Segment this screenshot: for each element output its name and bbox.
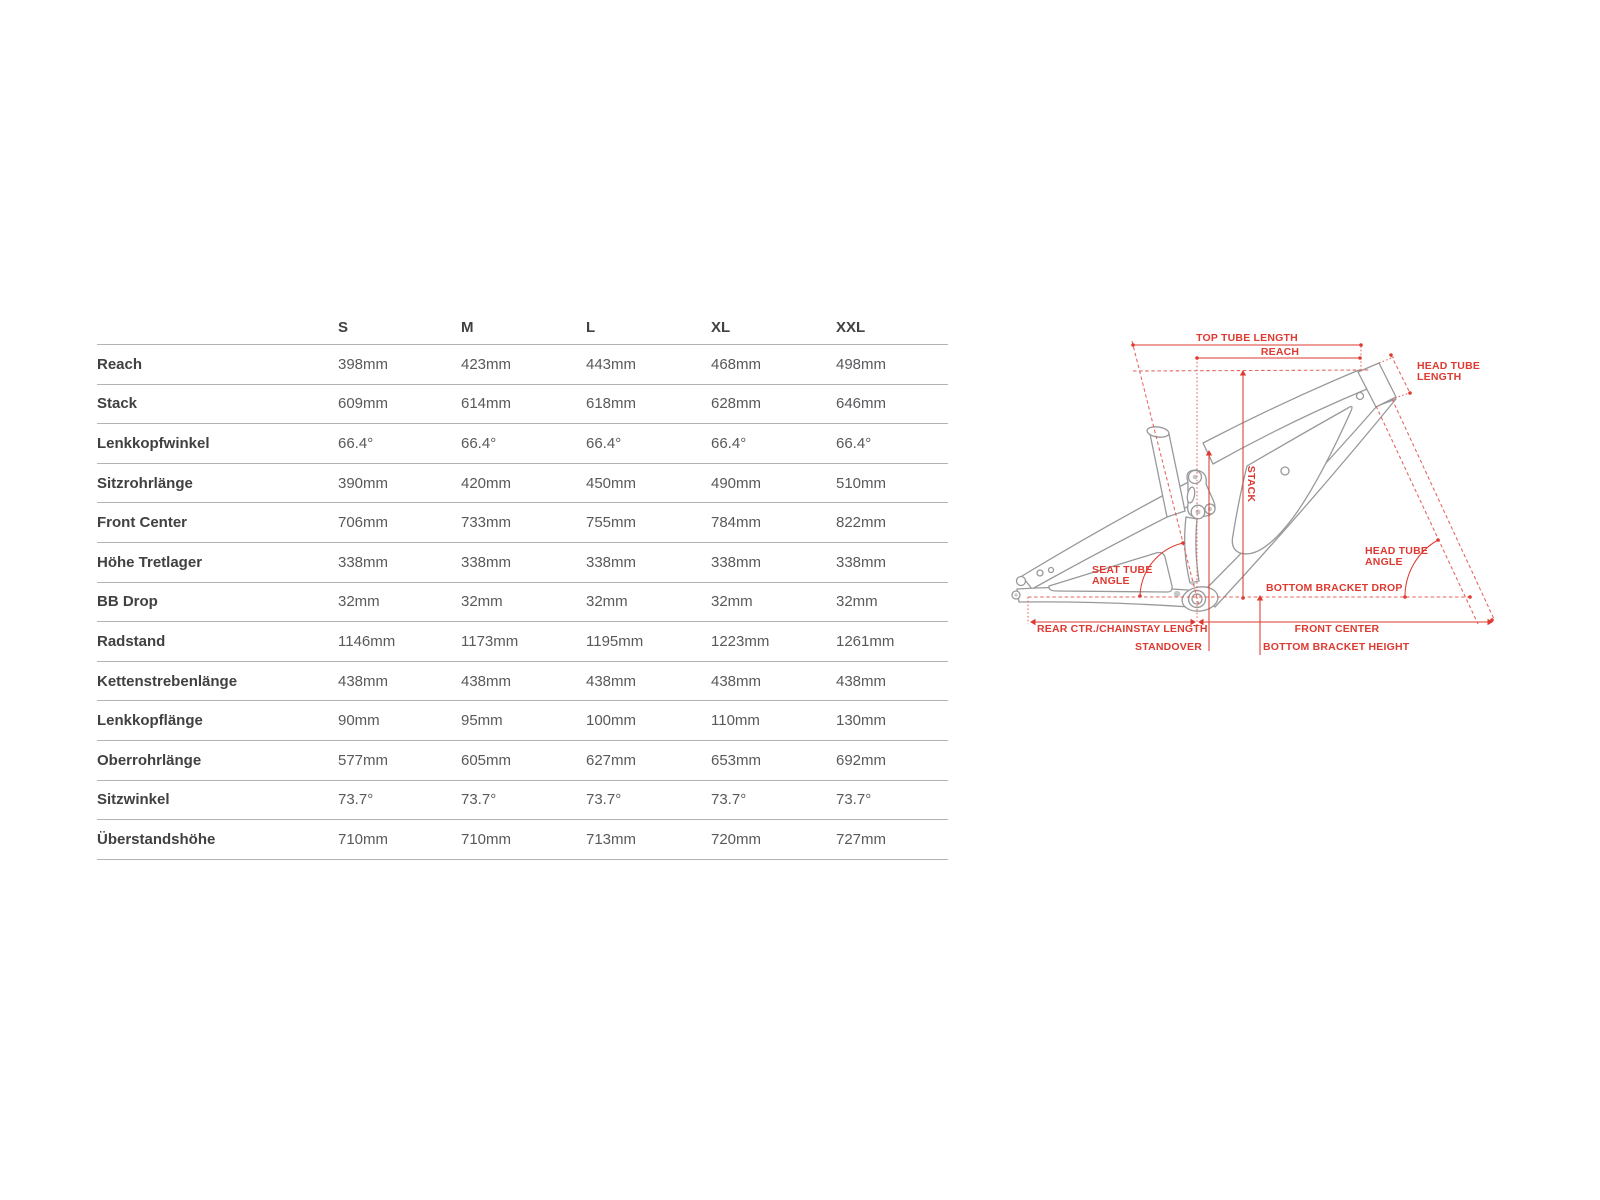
cell-value: 90mm — [338, 712, 380, 730]
steerer-axis-right — [1392, 399, 1494, 619]
table-row — [97, 423, 948, 463]
cell-value: 390mm — [338, 474, 389, 492]
cell-value: 490mm — [711, 474, 762, 492]
front-center-label: FRONT CENTER — [1294, 623, 1380, 635]
cell-value: 498mm — [836, 355, 887, 373]
cell-value: 438mm — [338, 672, 389, 690]
cell-value: 338mm — [338, 553, 389, 571]
table-row — [97, 700, 948, 740]
cell-value: 438mm — [711, 672, 762, 690]
cell-value: 32mm — [338, 593, 380, 611]
cell-value: 710mm — [338, 830, 389, 848]
rear-center-label: REAR CTR./CHAINSTAY LENGTH — [1037, 623, 1208, 635]
seat-tube-angle-label-line1: SEAT TUBE — [1092, 564, 1153, 576]
cell-value: 1146mm — [338, 632, 396, 650]
gusset-bolt — [1357, 393, 1364, 400]
row-label: Reach — [97, 355, 143, 373]
cell-value: 618mm — [586, 395, 637, 413]
cell-value: 710mm — [461, 830, 512, 848]
cell-value: 627mm — [586, 751, 637, 769]
stack-label: STACK — [1245, 465, 1257, 503]
row-label: Überstandshöhe — [97, 830, 216, 848]
row-label: Radstand — [97, 632, 166, 650]
cell-value: 338mm — [586, 553, 637, 571]
table-row — [97, 384, 948, 424]
head-tube-length-dim-line — [1391, 355, 1410, 393]
cell-value: 720mm — [711, 830, 762, 848]
standover-label: STANDOVER — [1135, 641, 1202, 653]
table-row — [97, 542, 948, 582]
cell-value: 653mm — [711, 751, 762, 769]
cell-value: 32mm — [836, 593, 878, 611]
cell-value: 66.4° — [338, 434, 374, 452]
row-label: BB Drop — [97, 593, 158, 611]
geometry-table — [97, 311, 948, 860]
bottle-bolt — [1281, 467, 1289, 475]
cell-value: 73.7° — [711, 791, 747, 809]
cs-pivot — [1174, 591, 1180, 597]
cell-value: 450mm — [586, 474, 637, 492]
cell-value: 692mm — [836, 751, 887, 769]
cell-value: 73.7° — [836, 791, 872, 809]
row-label: Front Center — [97, 514, 187, 532]
shock-bolt — [1191, 581, 1196, 586]
frame-geometry-diagram — [985, 310, 1515, 665]
cell-value: 438mm — [461, 672, 512, 690]
cell-value: 73.7° — [586, 791, 622, 809]
cell-value: 713mm — [586, 830, 637, 848]
cell-value: 338mm — [461, 553, 512, 571]
dropout-upper — [1017, 577, 1026, 586]
table-header-row — [97, 311, 948, 344]
table-row — [97, 819, 948, 860]
cell-value: 32mm — [461, 593, 503, 611]
shock — [1185, 517, 1199, 583]
row-label: Sitzwinkel — [97, 791, 170, 809]
table-row — [97, 463, 948, 503]
table-row — [97, 780, 948, 820]
top-tube-length-label: TOP TUBE LENGTH — [1196, 332, 1298, 344]
reach-label: REACH — [1260, 346, 1300, 358]
table-row — [97, 502, 948, 542]
cell-value: 755mm — [586, 514, 637, 532]
cell-value: 420mm — [461, 474, 512, 492]
col-header-m: M — [461, 319, 474, 336]
row-label: Lenkkopflänge — [97, 712, 203, 730]
table-row — [97, 740, 948, 780]
cell-value: 727mm — [836, 830, 887, 848]
cell-value: 438mm — [586, 672, 637, 690]
cell-value: 32mm — [711, 593, 753, 611]
row-label: Kettenstrebenlänge — [97, 672, 238, 690]
row-label: Lenkkopfwinkel — [97, 434, 210, 452]
cell-value: 423mm — [461, 355, 512, 373]
cell-value: 73.7° — [338, 791, 374, 809]
row-label: Höhe Tretlager — [97, 553, 203, 571]
cell-value: 1261mm — [836, 632, 895, 650]
bottom-bracket-height-label: BOTTOM BRACKET HEIGHT — [1263, 641, 1410, 653]
row-label: Sitzrohrlänge — [97, 474, 193, 492]
row-label: Stack — [97, 395, 138, 413]
cell-value: 609mm — [338, 395, 389, 413]
cell-value: 605mm — [461, 751, 512, 769]
col-header-l: L — [586, 319, 596, 336]
cell-value: 66.4° — [461, 434, 497, 452]
cell-value: 822mm — [836, 514, 887, 532]
cell-value: 1173mm — [461, 632, 519, 650]
cell-value: 32mm — [586, 593, 628, 611]
row-label: Oberrohrlänge — [97, 751, 202, 769]
cell-value: 398mm — [338, 355, 389, 373]
cell-value: 784mm — [711, 514, 762, 532]
cell-value: 628mm — [711, 395, 762, 413]
cell-value: 614mm — [461, 395, 512, 413]
bottom-bracket-drop-label: BOTTOM BRACKET DROP — [1266, 582, 1403, 594]
cell-value: 733mm — [461, 514, 512, 532]
brake-boss-1 — [1037, 570, 1043, 576]
cell-value: 66.4° — [586, 434, 622, 452]
col-header-s: S — [338, 319, 349, 336]
brake-boss-2 — [1049, 568, 1054, 573]
cell-value: 73.7° — [461, 791, 497, 809]
cell-value: 468mm — [711, 355, 762, 373]
cell-value: 443mm — [586, 355, 637, 373]
head-tube-length-label-line2: LENGTH — [1417, 371, 1462, 383]
bike-frame-drawing — [1012, 363, 1396, 613]
head-tube-length-label-line1: HEAD TUBE — [1417, 360, 1481, 372]
table-row — [97, 661, 948, 701]
head-tube-angle-label-line2: ANGLE — [1365, 556, 1403, 568]
cell-value: 646mm — [836, 395, 887, 413]
cell-value: 1223mm — [711, 632, 770, 650]
col-header-xxl: XXL — [836, 319, 866, 336]
table-row — [97, 621, 948, 661]
cell-value: 110mm — [711, 712, 760, 730]
col-header-xl: XL — [711, 319, 731, 336]
cell-value: 1195mm — [586, 632, 644, 650]
cell-value: 510mm — [836, 474, 887, 492]
cell-value: 95mm — [461, 712, 503, 730]
cell-value: 338mm — [711, 553, 762, 571]
cell-value: 66.4° — [836, 434, 872, 452]
table-row — [97, 344, 948, 384]
cell-value: 577mm — [338, 751, 389, 769]
cell-value: 100mm — [586, 712, 637, 730]
cell-value: 438mm — [836, 672, 887, 690]
stack-top-reference-line — [1133, 370, 1370, 371]
cell-value: 66.4° — [711, 434, 747, 452]
cell-value: 338mm — [836, 553, 887, 571]
seat-tube-angle-label-line2: ANGLE — [1092, 575, 1130, 587]
cell-value: 706mm — [338, 514, 389, 532]
table-row — [97, 582, 948, 622]
head-tube-angle-label-line1: HEAD TUBE — [1365, 545, 1429, 557]
cell-value: 130mm — [836, 712, 887, 730]
